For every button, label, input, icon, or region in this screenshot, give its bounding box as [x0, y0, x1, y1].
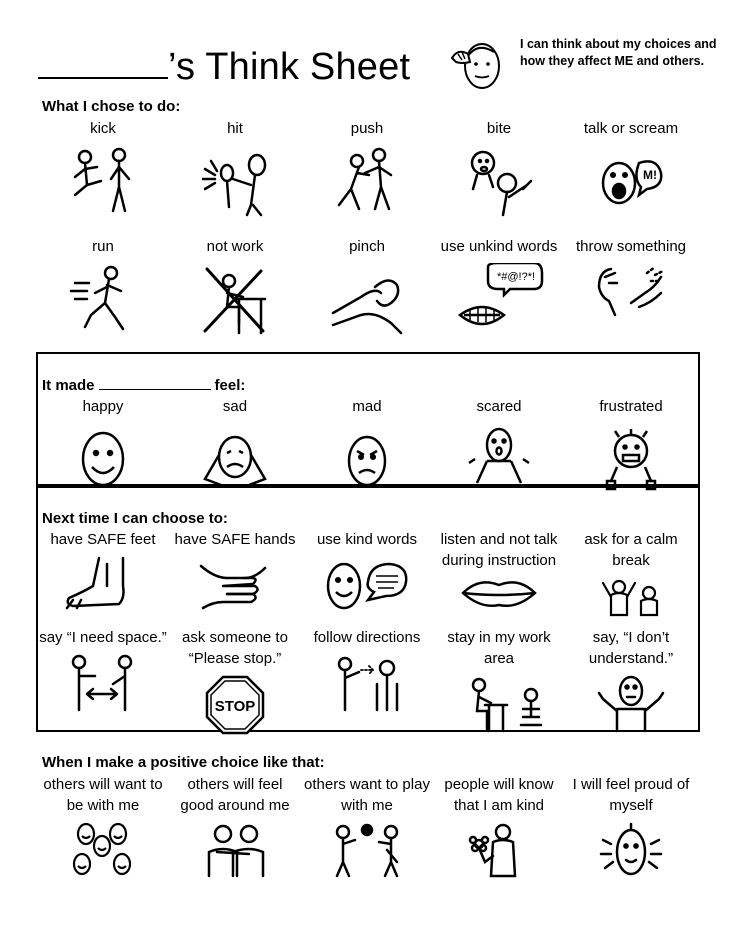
next-safe-feet	[38, 529, 168, 612]
positive-label: When I make a positive choice like that:	[42, 754, 325, 771]
next-label: follow directions	[313, 629, 421, 646]
next-dont-understand	[566, 627, 696, 733]
feel-label: It made feel:	[42, 377, 246, 394]
choice-push	[302, 118, 432, 217]
feeling-frustrated	[566, 396, 696, 493]
feeling-label: scared	[476, 398, 522, 415]
choice-label: hit	[227, 120, 243, 137]
tip-text: I can think about my choices and how they affect ME and others.	[520, 37, 717, 68]
next-label: Next time I can choose to:	[42, 510, 228, 527]
sheet-title: ’s Think Sheet	[38, 46, 410, 89]
next-label: listen and not talk during instruction	[440, 531, 558, 569]
chose-label: What I chose to do:	[42, 98, 181, 115]
next-listen	[434, 529, 564, 609]
choice-bite	[434, 118, 564, 217]
next-label: ask someone to “Please stop.”	[182, 629, 288, 667]
throw-icon	[595, 263, 667, 335]
positive-want-to-be-with-me	[38, 774, 168, 878]
next-label: say, “I don’t understand.”	[588, 629, 674, 667]
next-safe-hands	[170, 529, 300, 612]
unkind-words-icon	[454, 263, 544, 335]
feeling-sad	[170, 396, 300, 493]
feeling-label: happy	[82, 398, 124, 415]
play-ball-icon	[327, 822, 407, 878]
feeling-label: mad	[352, 398, 382, 415]
feeling-blank[interactable]	[99, 375, 211, 390]
positive-play-with-me	[302, 774, 432, 878]
friends-hug-icon	[199, 822, 271, 878]
choice-label: use unkind words	[440, 238, 558, 255]
need-space-icon	[67, 654, 139, 712]
scream-icon	[595, 145, 667, 217]
frustrated-face-icon	[595, 423, 667, 493]
choice-label: not work	[206, 238, 264, 255]
choice-label: bite	[486, 120, 512, 137]
feet-icon	[63, 556, 143, 612]
calm-break-icon	[595, 577, 667, 617]
next-please-stop	[170, 627, 300, 735]
choice-label: run	[92, 238, 114, 255]
next-calm-break	[566, 529, 696, 617]
svg-text:M!: M!	[643, 168, 657, 182]
feeling-happy	[38, 396, 168, 493]
follow-directions-icon	[331, 654, 403, 712]
feeling-scared	[434, 396, 564, 493]
closed-lips-icon	[459, 577, 539, 609]
next-label: have SAFE feet	[50, 531, 156, 548]
positive-item-label: others want to play with me	[304, 776, 430, 814]
choice-not-work	[170, 236, 300, 335]
stop-text: STOP	[214, 698, 256, 715]
flower-gift-icon	[463, 822, 535, 878]
name-blank[interactable]	[38, 47, 168, 79]
bite-icon	[463, 145, 535, 217]
speech-text: *#@!?*!	[496, 271, 536, 283]
push-icon	[331, 145, 403, 217]
choice-label: kick	[90, 120, 116, 137]
positive-proud	[566, 774, 696, 880]
next-kind-words	[302, 529, 432, 612]
hit-icon	[199, 145, 271, 217]
choice-label: throw something	[575, 238, 687, 255]
positive-item-label: others will feel good around me	[180, 776, 290, 814]
choice-throw-something	[566, 236, 696, 335]
proud-face-icon	[595, 822, 667, 880]
feeling-mad	[302, 396, 432, 493]
happy-face-icon	[67, 423, 139, 493]
next-follow-directions	[302, 627, 432, 712]
positive-feel-good	[170, 774, 300, 878]
sad-face-icon	[199, 423, 271, 493]
feeling-label: sad	[222, 398, 248, 415]
run-icon	[67, 263, 139, 335]
next-label: use kind words	[316, 531, 418, 548]
choice-label: talk or scream	[583, 120, 679, 137]
choice-label: pinch	[349, 238, 385, 255]
feeling-label: frustrated	[599, 398, 663, 415]
choice-run	[38, 236, 168, 335]
work-area-icon	[451, 675, 547, 733]
next-need-space	[38, 627, 168, 712]
not-work-icon	[199, 263, 271, 335]
next-label: stay in my work area	[447, 629, 551, 667]
choice-talk-or-scream	[566, 118, 696, 217]
choice-use-unkind-words	[434, 236, 564, 335]
stop-sign-icon	[205, 675, 265, 735]
thinking-head-icon	[448, 34, 512, 96]
next-stay-work-area	[434, 627, 564, 733]
pinch-icon	[331, 263, 403, 335]
choice-hit	[170, 118, 300, 217]
choice-label: push	[350, 120, 384, 137]
positive-item-label: I will feel proud of myself	[572, 776, 690, 814]
positive-item-label: others will want to be with me	[43, 776, 163, 814]
shrug-icon	[595, 675, 667, 733]
egg-faces-icon	[68, 822, 138, 878]
next-label: have SAFE hands	[174, 531, 296, 548]
choice-kick	[38, 118, 168, 217]
hands-icon	[195, 556, 275, 612]
choice-pinch	[302, 236, 432, 335]
scared-face-icon	[463, 423, 535, 493]
kind-words-icon	[324, 556, 410, 612]
kick-icon	[67, 145, 139, 217]
mad-face-icon	[331, 423, 403, 493]
next-label: ask for a calm break	[584, 531, 678, 569]
positive-i-am-kind	[434, 774, 564, 878]
positive-item-label: people will know that I am kind	[444, 776, 554, 814]
next-label: say “I need space.”	[39, 629, 167, 646]
